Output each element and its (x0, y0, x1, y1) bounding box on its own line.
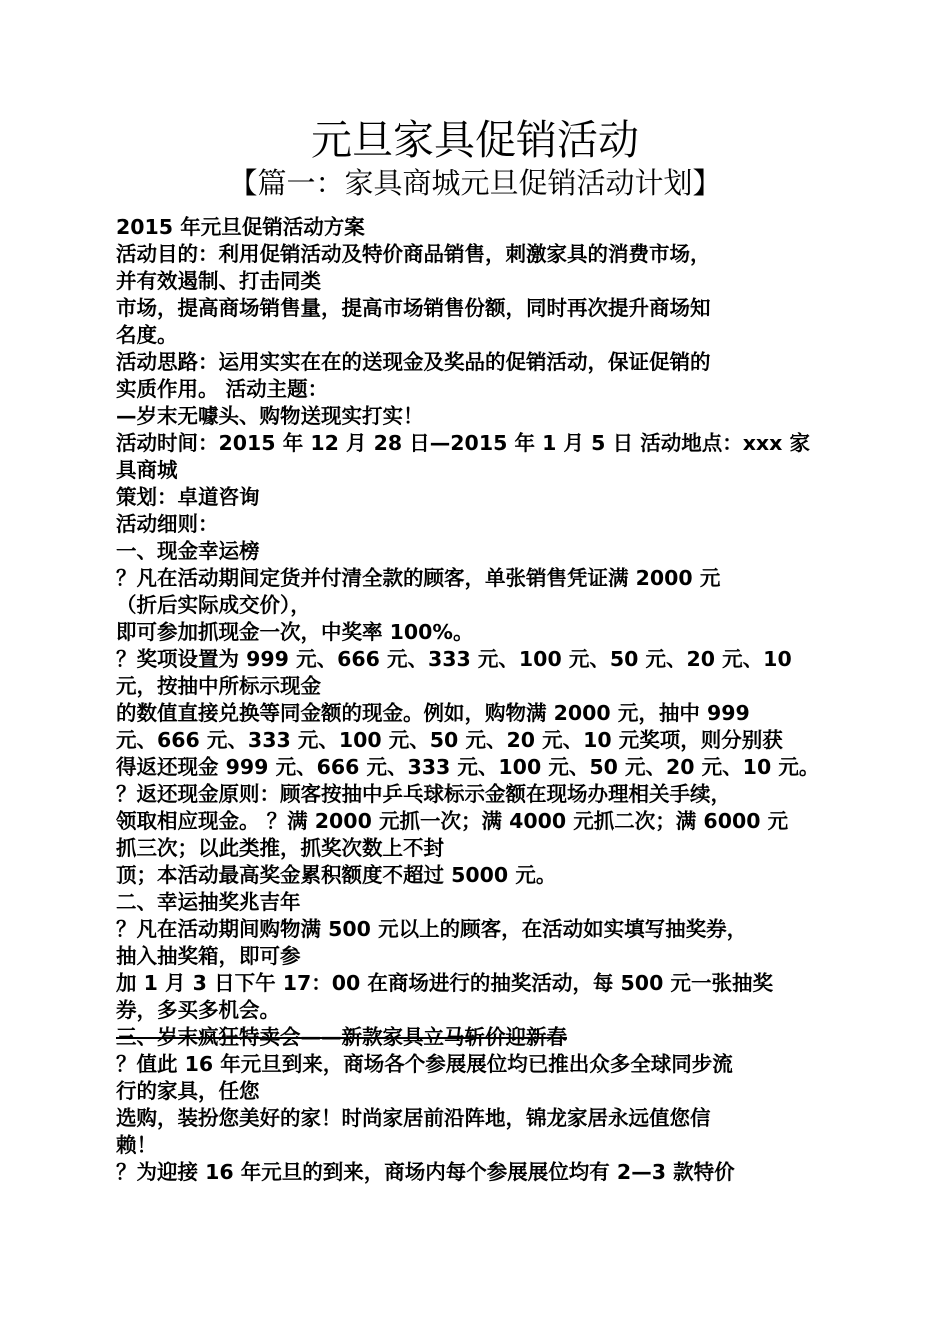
body-line: 活动目的：利用促销活动及特价商品销售，刺激家具的消费市场， (116, 242, 711, 266)
body-line: 实质作用。 活动主题： (116, 377, 329, 401)
body-line: 活动思路：运用实实在在的送现金及奖品的促销活动，保证促销的 (116, 350, 711, 374)
body-line: ？凡在活动期间购物满 500 元以上的顾客，在活动如实填写抽奖券， (116, 917, 748, 941)
document-subtitle: 【篇一：家具商城元旦促销活动计划】 (228, 166, 722, 200)
body-line: 元，按抽中所标示现金 (116, 674, 321, 698)
body-line: 活动时间：2015 年 12 月 28 日—2015 年 1 月 5 日 活动地点：xxx 家 (116, 431, 811, 455)
body-line: 并有效遏制、打击同类 (116, 269, 321, 293)
body-line: 活动细则： (116, 512, 219, 536)
body-line: 二、幸运抽奖兆吉年 (116, 890, 301, 914)
body-line: ？返还现金原则：顾客按抽中乒乓球标示金额在现场办理相关手续， (116, 782, 731, 806)
body-line: 的数值直接兑换等同金额的现金。例如，购物满 2000 元，抽中 999 (116, 701, 750, 725)
body-line: 加 1 月 3 日下午 17：00 在商场进行的抽奖活动，每 500 元一张抽奖 (116, 971, 773, 995)
body-line: 赖！ (116, 1133, 157, 1157)
body-line: 领取相应现金。 ？满 2000 元抓一次；满 4000 元抓二次；满 6000 元 (116, 809, 789, 833)
body-line: 即可参加抓现金一次，中奖率 100%。 (116, 620, 474, 644)
body-line: 行的家具，任您 (116, 1079, 260, 1103)
body-line: 2015 年元旦促销活动方案 (116, 215, 365, 239)
body-line: —岁末无噱头、购物送现实打实！ (116, 404, 424, 428)
body-line: 名度。 (116, 323, 178, 347)
body-line: 策划：卓道咨询 (116, 485, 260, 509)
body-line: 具商城 (116, 458, 178, 482)
body-line: 选购，装扮您美好的家！时尚家居前沿阵地，锦龙家居永远值您信 (116, 1106, 711, 1130)
body-line: ？奖项设置为 999 元、666 元、333 元、100 元、50 元、20 元、10 (116, 647, 792, 671)
body-line: （折后实际成交价）， (116, 593, 311, 617)
body-line: 元、666 元、333 元、100 元、50 元、20 元、10 元奖项，则分别获 (116, 728, 783, 752)
body-line: 三、岁末疯狂特卖会——新款家具立马斩价迎新春 (116, 1025, 567, 1049)
body-line: 顶；本活动最高奖金累积额度不超过 5000 元。 (116, 863, 557, 887)
body-line: 得返还现金 999 元、666 元、333 元、100 元、50 元、20 元、10 元。 (116, 755, 820, 779)
body-line: 市场，提高商场销售量，提高市场销售份额，同时再次提升商场知 (116, 296, 711, 320)
body-line: 抽入抽奖箱，即可参 (116, 944, 301, 968)
document-body (116, 214, 838, 1186)
body-line: ？为迎接 16 年元旦的到来，商场内每个参展展位均有 2—3 款特价 (116, 1160, 735, 1184)
body-line: ？值此 16 年元旦到来，商场各个参展展位均已推出众多全球同步流 (116, 1052, 733, 1076)
body-line: ？凡在活动期间定货并付清全款的顾客，单张销售凭证满 2000 元 (116, 566, 721, 590)
body-line: 一、现金幸运榜 (116, 539, 260, 563)
body-line: 券，多买多机会。 (116, 998, 280, 1022)
document-title: 元旦家具促销活动 (311, 116, 639, 164)
body-line: 抓三次；以此类推，抓奖次数上不封 (116, 836, 444, 860)
